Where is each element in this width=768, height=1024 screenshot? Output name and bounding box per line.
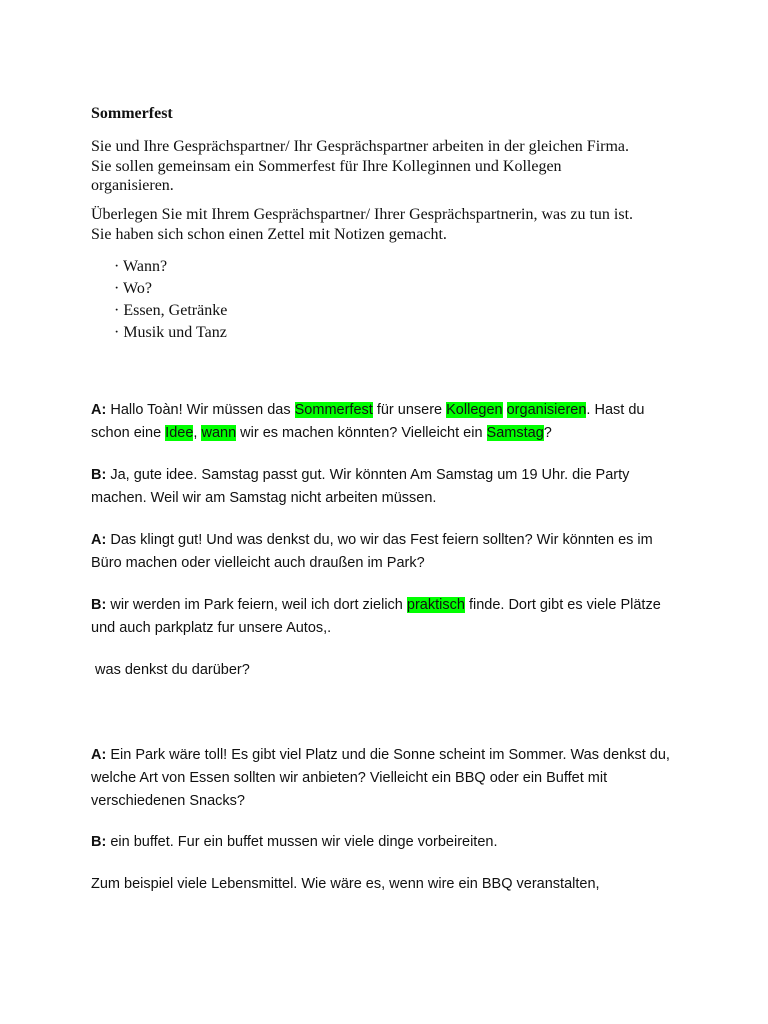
- highlighted-word: wann: [201, 425, 237, 441]
- dialogue-b3: [91, 831, 681, 854]
- speaker-label: A:: [91, 402, 107, 418]
- notes-list: [114, 256, 227, 344]
- dialogue-a2: [91, 529, 681, 575]
- dialogue-text: Hallo Toàn! Wir müssen das: [106, 402, 295, 418]
- dialogue-text: Ja, gute idee. Samstag passt gut. Wir könnten Am Samstag um 19 Uhr. die Party machen. Weil wir am Samstag nicht arbeiten müssen.: [91, 467, 630, 506]
- intro-paragraph-1: [91, 137, 681, 196]
- intro-line: Sie haben sich schon einen Zettel mit Notizen gemacht.: [91, 225, 447, 243]
- speaker-label: A:: [91, 532, 107, 548]
- speaker-label: A:: [91, 747, 107, 763]
- list-item: · Wann?: [114, 258, 168, 275]
- dialogue-text: für unsere: [372, 402, 447, 418]
- dialogue-text: Ein Park wäre toll! Es gibt viel Platz und die Sonne scheint im Sommer. Was denkst du, welche Art von Essen sollten wir anbieten? Vielleicht ein BBQ oder ein Buffet mit verschiedenen Snacks?: [91, 747, 670, 809]
- dialogue-a1: [91, 399, 681, 445]
- intro-line: Überlegen Sie mit Ihrem Gesprächspartner/ Ihrer Gesprächspartnerin, was zu tun ist.: [91, 206, 634, 223]
- dialogue-text: finde. Dort gibt es viele Plätze und auch parkplatz fur unsere Autos,.: [91, 597, 661, 636]
- list-item: · Wo?: [114, 280, 152, 297]
- dialogue-a3: [91, 744, 681, 813]
- intro-line: Sie sollen gemeinsam ein Sommerfest für Ihre Kolleginnen und Kollegen: [91, 157, 562, 175]
- highlighted-word: Idee: [165, 425, 194, 441]
- highlighted-word: organisieren: [506, 402, 587, 418]
- dialogue-text: ein buffet. Fur ein buffet mussen wir viele dinge vorbeireiten.: [106, 834, 498, 850]
- dialogue-text: ?: [543, 425, 552, 441]
- speaker-label: B:: [91, 467, 107, 483]
- highlighted-word: Kollegen: [446, 402, 503, 418]
- dialogue-text: Das klingt gut! Und was denkst du, wo wir das Fest feiern sollten? Wir könnten es im Büro machen oder vielleicht auch draußen im Park?: [91, 532, 653, 571]
- dialogue-b3-continued: Zum beispiel viele Lebensmittel. Wie wäre es, wenn wire ein BBQ veranstalten,: [91, 876, 600, 892]
- dialogue-text: . Hast du schon eine: [91, 402, 645, 441]
- dialogue-b1: [91, 464, 681, 510]
- dialogue-b2: [91, 594, 681, 640]
- dialogue-b2-continued: was denkst du darüber?: [91, 662, 250, 678]
- speaker-label: B:: [91, 597, 107, 613]
- doc-title: Sommerfest: [91, 105, 173, 122]
- intro-line: Sie und Ihre Gesprächspartner/ Ihr Gesprächspartner arbeiten in der gleichen Firma.: [91, 138, 630, 155]
- dialogue-text: [503, 402, 507, 418]
- list-item: · Musik und Tanz: [114, 324, 227, 341]
- dialogue-text: wir werden im Park feiern, weil ich dort zielich: [106, 597, 407, 613]
- list-item: · Essen, Getränke: [114, 302, 228, 319]
- intro-paragraph-2: [91, 205, 681, 244]
- dialogue-text: ,: [193, 425, 202, 441]
- highlighted-word: Samstag: [486, 425, 544, 441]
- highlighted-word: Sommerfest: [294, 402, 373, 418]
- speaker-label: B:: [91, 834, 107, 850]
- dialogue-text: wir es machen könnten? Vielleicht ein: [236, 425, 487, 441]
- highlighted-word: praktisch: [406, 597, 465, 613]
- intro-line: organisieren.: [91, 177, 174, 194]
